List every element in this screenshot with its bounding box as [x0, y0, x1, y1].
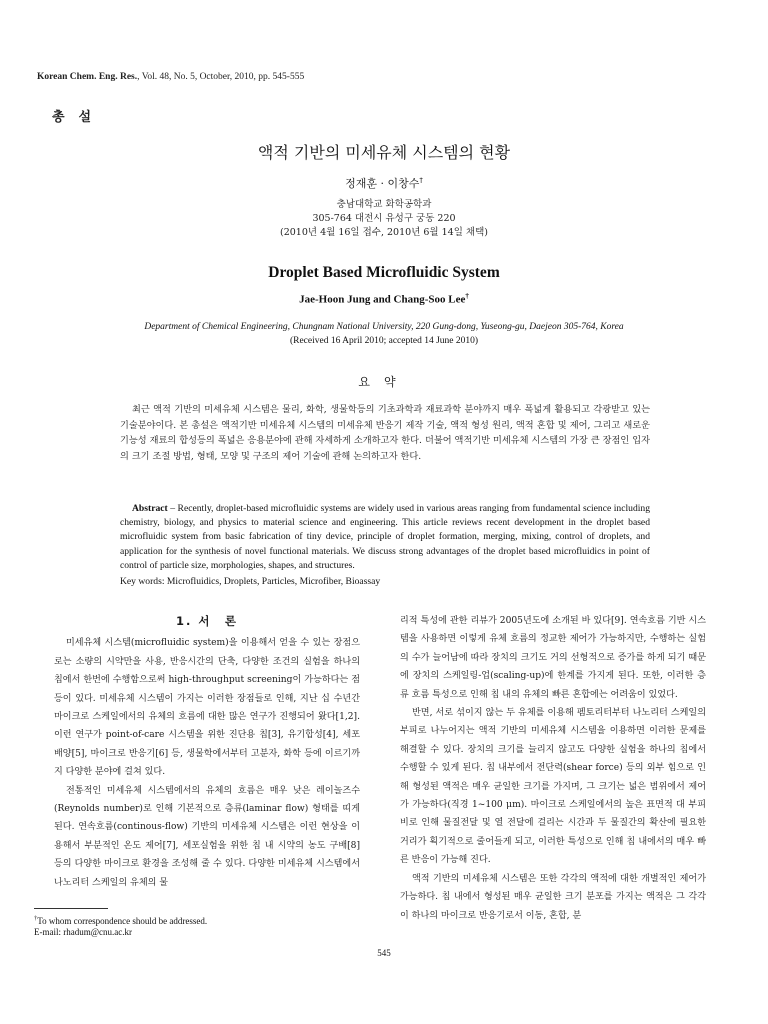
paragraph: 액적 기반의 미세유체 시스템은 또한 각각의 액적에 대한 개별적인 제어가 가능하다. 칩 내에서 형성된 매우 균일한 크기 분포를 가지는 액적은 그 각각이 하나의 마이크로 반응기로서 이동, 혼합, 분 [400, 873, 706, 921]
korean-author-names: 정재훈 · 이창수 [345, 177, 420, 190]
journal-name: Korean Chem. Eng. Res. [37, 72, 138, 82]
keywords: Key words: Microfluidics, Droplets, Particles, Microfiber, Bioassay [120, 576, 381, 587]
english-author-dagger: † [465, 292, 469, 300]
footnote-dagger: † [34, 915, 38, 922]
english-author-names: Jae-Hoon Jung and Chang-Soo Lee [299, 293, 466, 306]
korean-title: 액적 기반의 미세유체 시스템의 현황 [257, 143, 511, 162]
footnote [34, 913, 207, 938]
body-column-left [54, 612, 360, 892]
author-dagger: † [419, 176, 423, 185]
abstract-text: – Recently, droplet-based microfluidic systems are widely used in various areas ranging from fundamental science including chemistry, biology, and physics to material science and engineering. This article reviews recent development in the droplet based microfluidic system from basic fabrication of tiny device, principle of droplet formation, merging, mixing, control of droplets, and application for the synthesis of novel functional materials. We discuss strong advantages of the droplet based microfluidics in point of control of particle size, morphologies, shapes, and structures. [120, 503, 650, 571]
korean-received: (2010년 4월 16일 접수, 2010년 6월 14일 채택) [280, 227, 488, 238]
korean-affiliation-address: 305-764 대전시 유성구 궁동 220 [312, 213, 456, 224]
page-number: 545 [377, 948, 391, 958]
abstract-label: Abstract [132, 503, 168, 514]
abstract-korean: 최근 액적 기반의 미세유체 시스템은 물리, 화학, 생물학등의 기초과학과 재료과학 분야까지 매우 폭넓게 활용되고 각광받고 있는 기술분야이다. 본 총설은 액적기반 미세유체 시스템의 미세유체 반응기 제작 기술, 액적 형성 원리, 액적 혼합 및 제어, 그리고 새로운 기능성 재료의 합성등의 폭넓은 응용분야에 관해 자세하게 소개하고자 한다. 더불어 액적기반 미세유체 시스템의 가장 큰 장점인 입자의 크기 조절 방법, 형태, 모양 및 구조의 제어 기술에 관해 논의하고자 한다. [120, 404, 650, 462]
body-column-right [400, 612, 706, 925]
english-authors [0, 292, 768, 306]
paragraph: 반면, 서로 섞이지 않는 두 유체를 이용해 펨토리터부터 나노리터 스케일의 부피로 나누어지는 액적 기반의 미세유체 시스템을 이용하면 이러한 문제를 해결할 수 있다. 장치의 크기를 늘리지 않고도 다양한 실험을 하나의 칩에서 수행할 수 있게 된다. 칩 내부에서 전단력(shear force) 등의 외부 힘으로 인해 형성된 액적은 매우 균일한 크기를 가지며, 그 크기는 넓은 범위에서 제어가 가능하다(직경 1~100 μm). 마이크로 스케일에서의 높은 표면적 대 부피비로 인해 물질전달 및 열 전달에 걸리는 시간과 두 물질간의 확산에 필요한 거리가 획기적으로 줄어들게 되고, 이러한 특성으로 인해 칩 내에서의 매우 빠른 반응이 가능해 진다. [400, 708, 706, 866]
english-title: Droplet Based Microfluidic System [268, 264, 500, 281]
paragraph: 리적 특성에 관한 리뷰가 2005년도에 소개된 바 있다[9]. 연속흐름 기반 시스템을 사용하면 이렇게 유체 흐름의 정교한 제어가 가능하지만, 수행하는 실험의 수가 늘어남에 따라 장치의 크기도 거의 선형적으로 증가를 하게 되기 때문에 장치의 스케일링-업(scaling-up)에 한계를 가지게 된다. 또한, 이러한 층류 흐름 특성으로 인해 칩 내의 유체의 빠른 혼합에는 어려움이 있었다. [400, 616, 706, 700]
footnote-correspondence-text: To whom correspondence should be addressed. [37, 916, 208, 926]
abstract-english [120, 502, 650, 573]
section-type: 총설 [52, 110, 106, 125]
korean-affiliation-dept: 충남대학교 화학공학과 [336, 199, 432, 210]
footnote-divider [34, 908, 108, 909]
section-heading-introduction: 1. 서 론 [175, 614, 239, 628]
footnote-correspondence [34, 913, 207, 927]
english-received: (Received 16 April 2010; accepted 14 June 2010) [289, 336, 479, 346]
paragraph: 전통적인 미세유체 시스템에서의 유체의 흐름은 매우 낮은 레이놀즈수(Reynolds number)로 인해 기본적으로 층류(laminar flow) 형태를 띠게 된다. 연속흐름(continous-flow) 기반의 미세유체 시스템은 이런 현상을 이용해서 부분적인 온도 제어[7], 세포실험을 위한 칩 내 시약의 농도 구배[8] 등의 다양한 마이크로 환경을 조성해 줄 수 있다. 다양한 미세유체 시스템에서 나노리터 스케일의 유체의 물 [54, 785, 360, 888]
abstract-ko-heading: 요약 [358, 375, 410, 389]
journal-volume: , Vol. 48, No. 5, October, 2010, pp. 545-555 [137, 72, 305, 82]
journal-citation [37, 72, 304, 82]
korean-authors [0, 175, 768, 191]
english-affiliation [0, 320, 768, 348]
korean-affiliation [0, 198, 768, 240]
paragraph: 미세유체 시스템(microfluidic system)을 이용해서 얻을 수 있는 장점으로는 소량의 시약만을 사용, 반응시간의 단축, 다양한 조건의 실험을 하나의 칩에서 한번에 수행함으로써 high-throughput screening이 가능하다는 점 등이 있다. 미세유체 시스템이 가지는 이러한 장점들로 인해, 지난 십 수년간 마이크로 스케일에서의 유체의 흐름에 대한 많은 연구가 진행되어 왔다[1,2]. 이런 연구가 point-of-care 시스템을 위한 진단용 칩[3], 유기합성[4], 세포배양[5], 마이크로 반응기[6] 등, 생물학에서부터 고분자, 화학 등에 이르기까지 다양한 분야에 걸쳐 있다. [54, 638, 360, 778]
footnote-email: E-mail: rhadum@cnu.ac.kr [34, 927, 133, 937]
english-department: Department of Chemical Engineering, Chungnam National University, 220 Gung-dong, Yuseong-gu, Daejeon 305-764, Korea [144, 322, 624, 332]
